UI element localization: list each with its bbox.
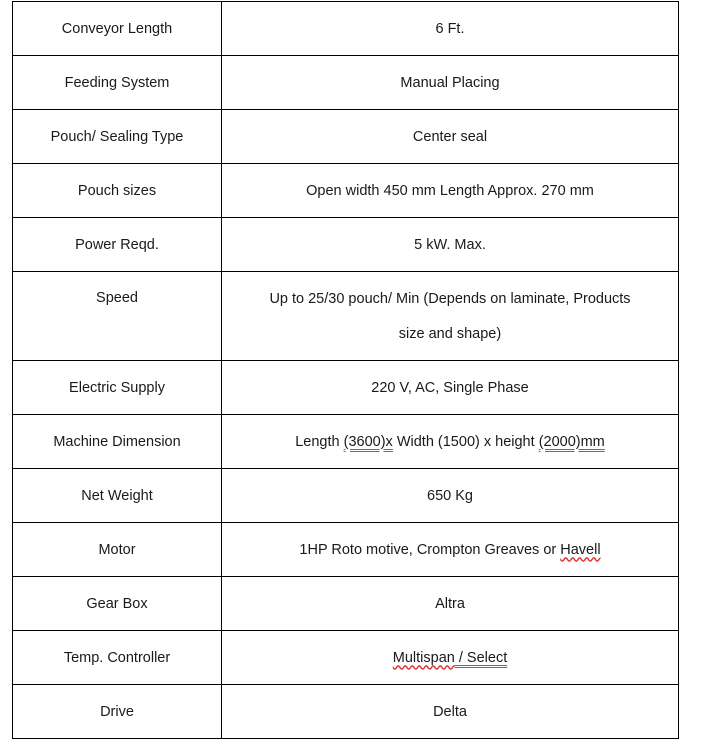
grammar-underlined-text: Select [466, 649, 508, 666]
spec-value: 6 Ft. [222, 2, 679, 56]
spec-label: Temp. Controller [13, 631, 222, 685]
spec-value [222, 415, 679, 469]
spec-value [222, 631, 679, 685]
spec-value: Altra [222, 577, 679, 631]
table-row [13, 56, 679, 110]
table-row [13, 164, 679, 218]
spec-value-text [269, 282, 630, 352]
spec-label: Gear Box [13, 577, 222, 631]
spelling-underlined-text: Multispan [392, 649, 455, 666]
spec-value: 650 Kg [222, 469, 679, 523]
grammar-underlined-text: (2000)mm [538, 433, 605, 450]
spec-value: Manual Placing [222, 56, 679, 110]
table-row [13, 469, 679, 523]
spec-label: Drive [13, 685, 222, 739]
table-row [13, 631, 679, 685]
spec-value-part: Length [295, 433, 344, 450]
spec-value: 5 kW. Max. [222, 218, 679, 272]
grammar-underlined-text: / [454, 649, 467, 666]
spec-value-part: 1HP Roto motive, Crompton Greaves or [299, 541, 561, 558]
spec-label: Machine Dimension [13, 415, 222, 469]
spec-label: Pouch sizes [13, 164, 222, 218]
spec-value: 220 V, AC, Single Phase [222, 361, 679, 415]
table-row [13, 415, 679, 469]
table-row [13, 361, 679, 415]
spec-label: Conveyor Length [13, 2, 222, 56]
spec-label: Speed [13, 272, 222, 361]
table-row [13, 523, 679, 577]
spec-value: Delta [222, 685, 679, 739]
specification-table [12, 1, 679, 739]
spec-label: Pouch/ Sealing Type [13, 110, 222, 164]
table-row [13, 2, 679, 56]
spec-label: Net Weight [13, 469, 222, 523]
spelling-underlined-text: Havell [560, 541, 601, 558]
table-row [13, 272, 679, 361]
spec-value-line: Up to 25/30 pouch/ Min (Depends on laminate, Products [269, 291, 631, 307]
table-row [13, 577, 679, 631]
spec-value-line: size and shape) [398, 326, 502, 342]
spec-label: Electric Supply [13, 361, 222, 415]
spec-label: Power Reqd. [13, 218, 222, 272]
spec-label: Feeding System [13, 56, 222, 110]
grammar-underlined-text: (3600)x [343, 433, 393, 450]
spec-value-part: Width (1500) x height [392, 433, 539, 450]
spec-label: Motor [13, 523, 222, 577]
spec-value [222, 272, 679, 361]
table-row [13, 218, 679, 272]
spec-value: Center seal [222, 110, 679, 164]
table-row [13, 110, 679, 164]
spec-value: Open width 450 mm Length Approx. 270 mm [222, 164, 679, 218]
table-row [13, 685, 679, 739]
spec-value [222, 523, 679, 577]
